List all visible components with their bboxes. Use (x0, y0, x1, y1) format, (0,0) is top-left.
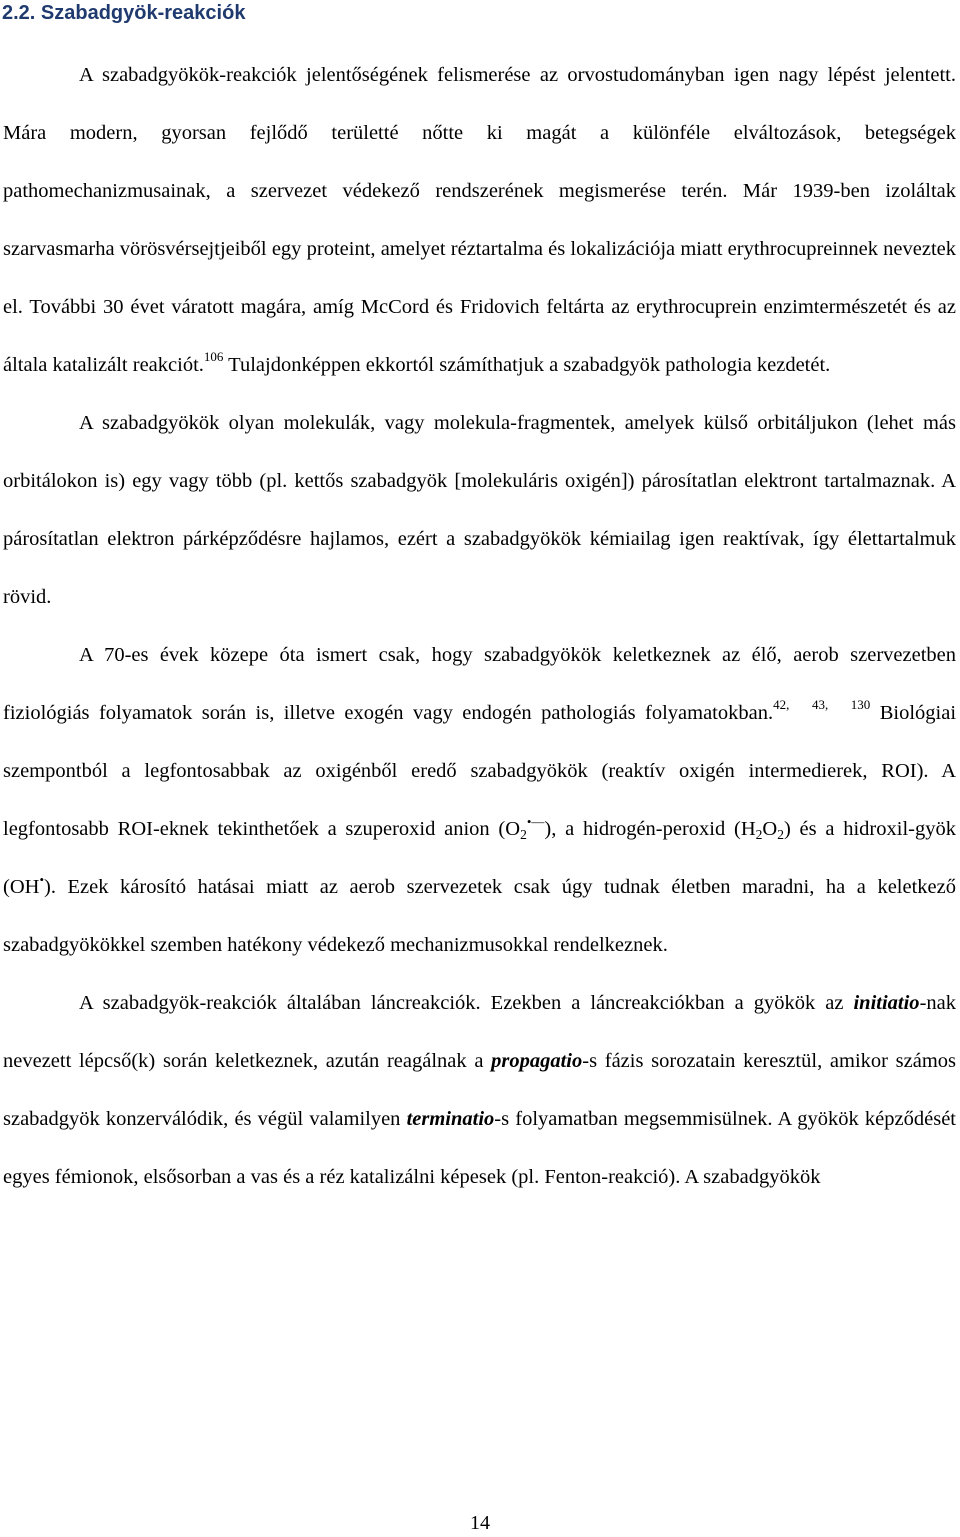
paragraph-4-text-b: -nak nevezett lépcső(k) során keletkeznek, azután reagálnak a (3, 992, 956, 1072)
paragraph-3-text-d: O (762, 818, 778, 840)
paragraph-3-text-c: ), a hidrogén-peroxid (H (544, 818, 756, 840)
paragraph-4-text-d: -s folyamatban megsemmisülnek. A gyökök képződését egyes fémionok, elsősorban a vas és a réz katalizálni képesek (pl. Fenton-reakció). A szabadgyökök (3, 1108, 956, 1188)
paragraph-3-text-a: A 70-es évek közepe óta ismert csak, hogy szabadgyökök keletkeznek az élő, aerob szervezetben fiziológiás folyamatok során is, illetve exogén vagy endogén pathologiás folyamatokban. (3, 644, 956, 724)
paragraph-3-text-e: ) és a hidroxil-gyök (OH (3, 818, 956, 898)
paragraph-1-text-a: A szabadgyökök-reakciók jelentőségének felismerése az orvostudományban igen nagy lépést jelentett. Mára modern, gyorsan fejlődő területté nőtte ki magát a különféle elváltozások, betegségek pathomechanizmusainak, a szervezet védekező rendszerének megismerése terén. Már 1939-ben izoláltak szarvasmarha vörösvérsejtjeiből egy proteint, amelyet réztartalma és lokalizációja miatt erythrocupreinnek neveztek el. További 30 évet váratott magára, amíg McCord és Fridovich feltárta az erythrocuprein enzimtermészetét és az általa katalizált reakciót. (3, 64, 956, 376)
paragraph-3-text-f: ). Ezek károsító hatásai miatt az aerob szervezetek csak úgy tudnak életben maradni, ha a keletkező szabadgyökökkel szemben hatékony védekező mechanizmusokkal rendelkeznek. (3, 876, 956, 956)
h2-subscript: 2 (755, 827, 763, 842)
o2-subscript: 2 (520, 827, 527, 842)
citation-ref: 106 (203, 349, 224, 364)
paragraph-1-text-b: Tulajdonképpen ekkortól számíthatjuk a szabadgyök pathologia kezdetét. (223, 354, 831, 376)
term-terminatio: terminatio (406, 1108, 495, 1130)
paragraph-4 (3, 974, 956, 1206)
section-heading: 2.2. Szabadgyök-reakciók (2, 2, 246, 24)
paragraph-4-text-c: -s fázis sorozatain keresztül, amikor számos szabadgyök konzerválódik, és végül valamilyen (3, 1050, 957, 1130)
paragraph-4-text-a: A szabadgyök-reakciók általában láncreakciók. Ezekben a láncreakciókban a gyökök az (79, 992, 854, 1014)
term-initiatio: initiatio (853, 992, 920, 1014)
o2-peroxide-subscript: 2 (777, 827, 784, 842)
paragraph-2: A szabadgyökök olyan molekulák, vagy molekula-fragmentek, amelyek külső orbitáljukon (lehet más orbitálokon is) egy vagy több (pl. kettős szabadgyök [molekuláris oxigén]) párosítatlan elektront tartalmaznak. A párosítatlan elektron párképződésre hajlamos, ezért a szabadgyökök kémiailag igen reaktívak, így élettartalmuk rövid. (3, 412, 956, 608)
paragraph-1 (3, 46, 956, 394)
superoxide-radical-mark: •— (526, 814, 545, 829)
page-number: 14 (470, 1512, 490, 1534)
hydroxyl-radical-mark: • (39, 872, 44, 887)
citation-refs: 42, 43, 130 (773, 697, 871, 712)
body-text (3, 46, 956, 1206)
paragraph-3 (3, 626, 956, 974)
paragraph-3-text-b: Biológiai szempontból a legfontosabbak az oxigénből eredő szabadgyökök (reaktív oxigén intermedierek, ROI). A legfontosabb ROI-eknek tekinthetőek a szuperoxid anion (O (3, 702, 957, 840)
term-propagatio: propagatio (491, 1050, 583, 1072)
